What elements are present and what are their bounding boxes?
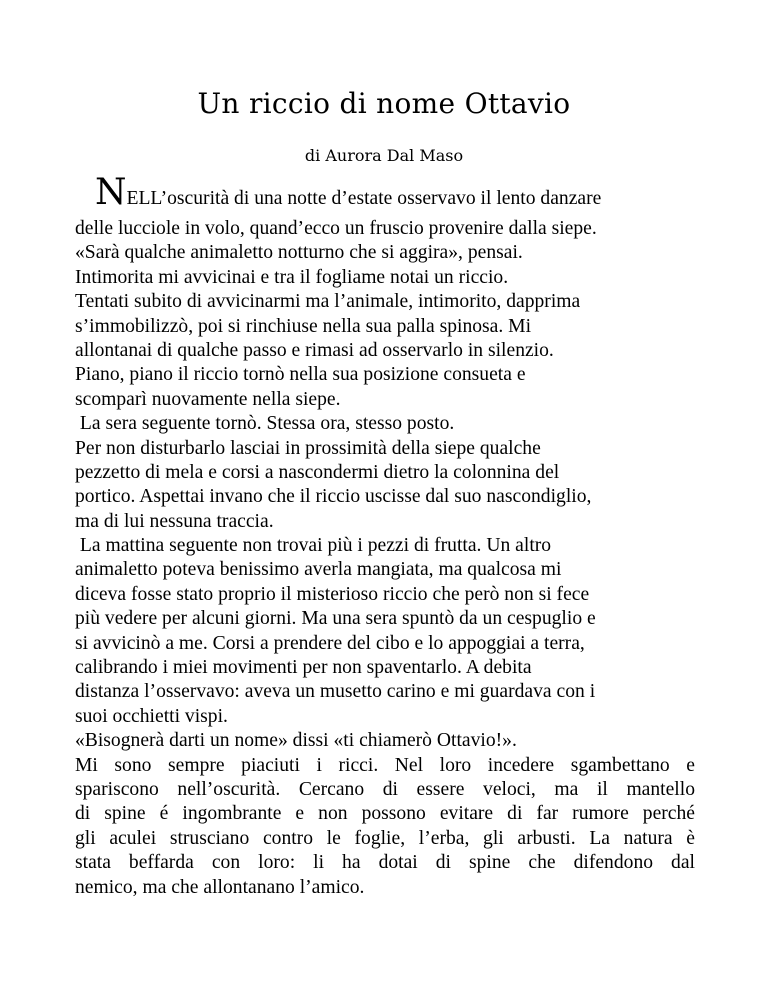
text-line: spariscono nell’oscurità. Cercano di essere veloci, ma il mantello <box>75 778 695 800</box>
text-line: stata beffarda con loro: li ha dotai di spine che difendono dal <box>75 852 695 874</box>
text-line: gli aculei strusciano contro le foglie, l’erba, gli arbusti. La natura è <box>75 827 695 849</box>
text-line: si avvicinò a me. Corsi a prendere del cibo e lo appoggiai a terra, <box>75 632 585 654</box>
text-line: «Sarà qualche animaletto notturno che si aggira», pensai. <box>75 242 523 264</box>
text-line: portico. Aspettai invano che il riccio uscisse dal suo nascondiglio, <box>75 486 592 508</box>
text-line: pezzetto di mela e corsi a nascondermi dietro la colonnina del <box>75 461 560 483</box>
text-line: delle lucciole in volo, quand’ecco un fruscio provenire dalla siepe. <box>75 218 597 239</box>
story-body <box>75 172 695 900</box>
text-line: suoi occhietti vispi. <box>75 705 228 727</box>
text-line: Tentati subito di avvicinarmi ma l’animale, intimorito, dapprima <box>75 291 581 313</box>
text-line: distanza l’osservavo: aveva un musetto carino e mi guardava con i <box>75 681 596 703</box>
text-line: Intimorita mi avvicinai e tra il fogliame notai un riccio. <box>75 266 509 288</box>
text-line: ma di lui nessuna traccia. <box>75 510 274 532</box>
text-line: calibrando i miei movimenti per non spaventarlo. A debita <box>75 657 532 679</box>
text-line: più vedere per alcuni giorni. Ma una sera spuntò da un cespuglio e <box>75 608 596 630</box>
text-line: «Bisognerà darti un nome» dissi «ti chiamerò Ottavio!». <box>75 730 517 752</box>
first-line <box>75 172 695 217</box>
first-line-text: ELL’oscurità di una notte d’estate osservavo il lento danzare <box>126 188 602 209</box>
text-line: La mattina seguente non trovai più i pezzi di frutta. Un altro <box>75 535 552 557</box>
text-line: s’immobilizzò, poi si rinchiuse nella sua palla spinosa. Mi <box>75 315 532 337</box>
text-line: La sera seguente tornò. Stessa ora, stesso posto. <box>75 413 455 435</box>
text-line: scomparì nuovamente nella siepe. <box>75 388 341 410</box>
story-title: Un riccio di nome Ottavio <box>197 87 571 120</box>
text-line: Mi sono sempre piaciuti i ricci. Nel loro incedere sgambettano e <box>75 754 695 776</box>
text-line: di spine é ingombrante e non possono evitare di far rumore perché <box>75 803 695 825</box>
drop-cap: N <box>95 172 127 213</box>
text-line: diceva fosse stato proprio il misterioso riccio che però non si fece <box>75 583 590 605</box>
text-line: Per non disturbarlo lasciai in prossimità della siepe qualche <box>75 437 541 459</box>
text-line: Piano, piano il riccio tornò nella sua posizione consueta e <box>75 364 526 386</box>
author-byline: di Aurora Dal Maso <box>304 146 464 165</box>
text-line: nemico, ma che allontanano l’amico. <box>75 876 365 898</box>
text-line: animaletto poteva benissimo averla mangiata, ma qualcosa mi <box>75 559 562 581</box>
text-line: allontanai di qualche passo e rimasi ad osservarlo in silenzio. <box>75 339 554 361</box>
